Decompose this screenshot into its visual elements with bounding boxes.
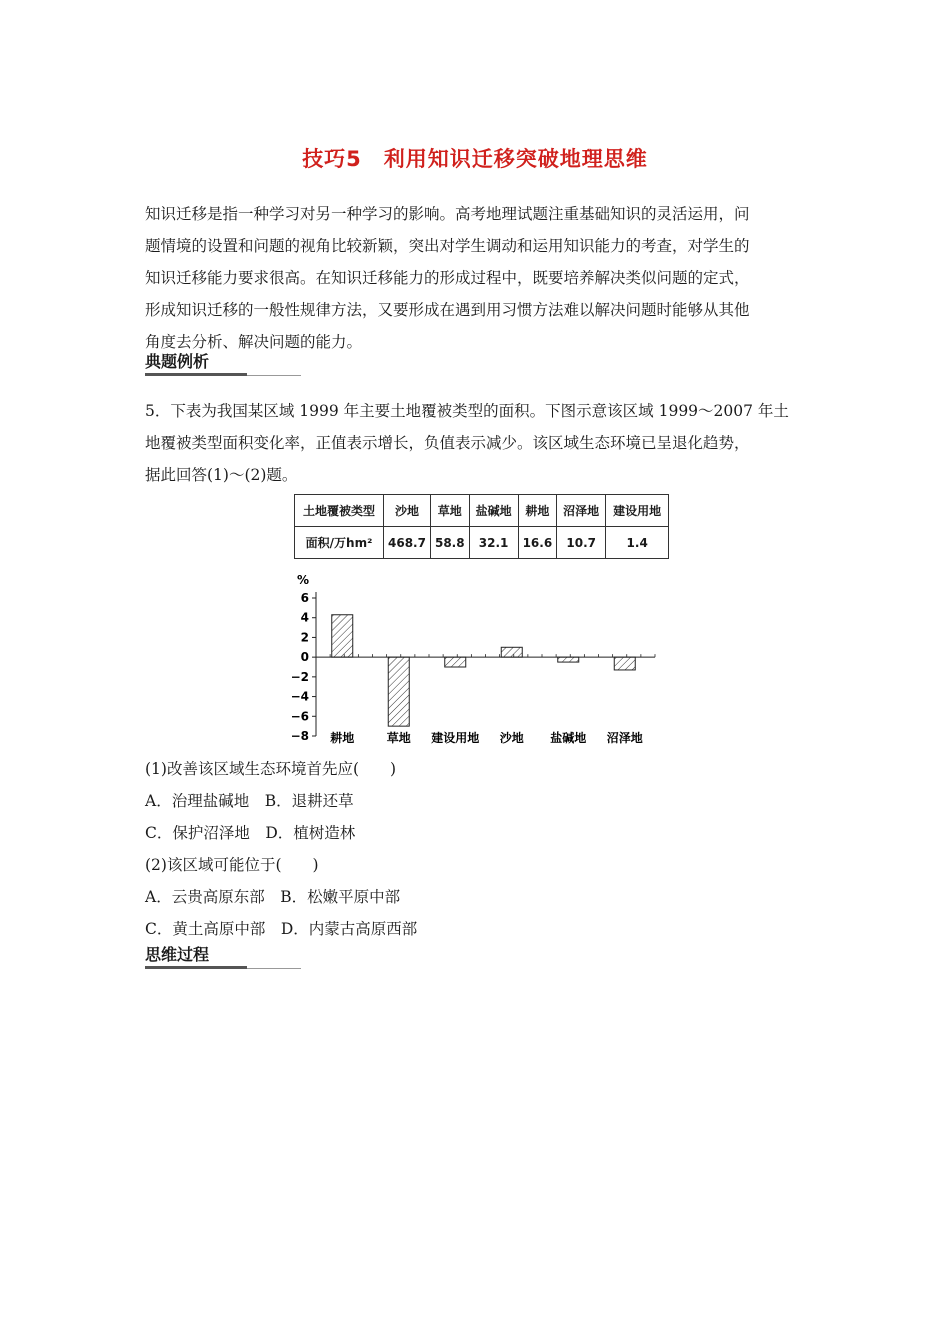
table-cell: 10.7: [557, 527, 606, 559]
table-row: [295, 527, 669, 559]
y-tick-label: −8: [290, 729, 309, 743]
land-change-bar-chart: [280, 562, 670, 752]
sub-question-1: (1)改善该区域生态环境首先应( ): [145, 760, 397, 778]
bar: [558, 657, 579, 662]
table-header-cell: 沙地: [384, 495, 431, 527]
sub-question-1-options-ab: A．治理盐碱地 B．退耕还草: [145, 792, 354, 810]
table-header-cell: 耕地: [518, 495, 557, 527]
table-cell: 32.1: [469, 527, 518, 559]
q5-line: 地覆被类型面积变化率，正值表示增长，负值表示减少。该区域生态环境已呈退化趋势，: [145, 434, 750, 452]
table-header-cell: 草地: [430, 495, 469, 527]
x-category-label: 沙地: [499, 731, 524, 745]
intro-line: 知识迁移是指一种学习对另一种学习的影响。高考地理试题注重基础知识的灵活运用，问: [145, 205, 750, 223]
sub-question-2-options-ab: A．云贵高原东部 B．松嫩平原中部: [145, 888, 401, 906]
x-category-label: 沼泽地: [606, 731, 643, 745]
x-category-label: 草地: [386, 731, 411, 745]
y-tick-label: −4: [290, 689, 309, 704]
y-tick-label: 4: [300, 610, 309, 625]
y-tick-label: −2: [290, 669, 309, 684]
x-category-label: 盐碱地: [550, 731, 587, 745]
intro-paragraph: [145, 198, 807, 358]
bar: [332, 615, 353, 657]
sub-question-2-options-cd: C．黄土高原中部 D．内蒙古高原西部: [145, 920, 418, 938]
bar: [614, 657, 635, 670]
table-cell: 58.8: [430, 527, 469, 559]
x-category-label: 耕地: [330, 731, 355, 745]
y-tick-label: 0: [300, 650, 309, 665]
q5-line: 据此回答(1)～(2)题。: [145, 466, 298, 484]
y-tick-label: −6: [290, 709, 309, 724]
intro-line: 题情境的设置和问题的视角比较新颖，突出对学生调动和运用知识能力的考查，对学生的: [145, 237, 750, 255]
bar: [445, 657, 466, 667]
bar: [388, 657, 409, 726]
table-row-label: 面积/万hm²: [295, 527, 384, 559]
table-header-cell: 沼泽地: [557, 495, 606, 527]
section-heading-examples: [145, 352, 301, 376]
heading-underline-thin: [247, 968, 301, 969]
table-header-cell: 建设用地: [606, 495, 669, 527]
y-tick-label: 2: [300, 630, 309, 645]
section-heading-thinking: [145, 945, 301, 969]
y-tick-label: 6: [300, 591, 309, 605]
x-category-label: 建设用地: [431, 731, 480, 745]
table-cell: 16.6: [518, 527, 557, 559]
land-cover-table: [294, 494, 669, 559]
section-heading-label: 典题例析: [145, 352, 210, 371]
section-heading-label: 思维过程: [145, 945, 210, 964]
question-5-stem: [145, 395, 807, 491]
table-header-row: [295, 495, 669, 527]
sub-question-1-options-cd: C．保护沼泽地 D．植树造林: [145, 824, 356, 842]
heading-underline: [145, 373, 247, 376]
sub-question-2: (2)该区域可能位于( ): [145, 856, 319, 874]
y-axis-label: %: [296, 573, 310, 587]
intro-line: 角度去分析、解决问题的能力。: [145, 333, 363, 351]
chart-plot-area: [291, 573, 655, 745]
heading-underline: [145, 966, 247, 969]
table-header-cell: 土地覆被类型: [295, 495, 384, 527]
intro-line: 形成知识迁移的一般性规律方法，又要形成在遇到用习惯方法难以解决问题时能够从其他: [145, 301, 750, 319]
table-cell: 468.7: [384, 527, 431, 559]
q5-line: 5．下表为我国某区域 1999 年主要土地覆被类型的面积。下图示意该区域 1999～2007 年土: [145, 402, 789, 420]
table-cell: 1.4: [606, 527, 669, 559]
intro-line: 知识迁移能力要求很高。在知识迁移能力的形成过程中，既要培养解决类似问题的定式，: [145, 269, 750, 287]
page-title: 技巧5 利用知识迁移突破地理思维: [302, 147, 648, 171]
bar: [501, 647, 522, 657]
table-header-cell: 盐碱地: [469, 495, 518, 527]
heading-underline-thin: [247, 375, 301, 376]
